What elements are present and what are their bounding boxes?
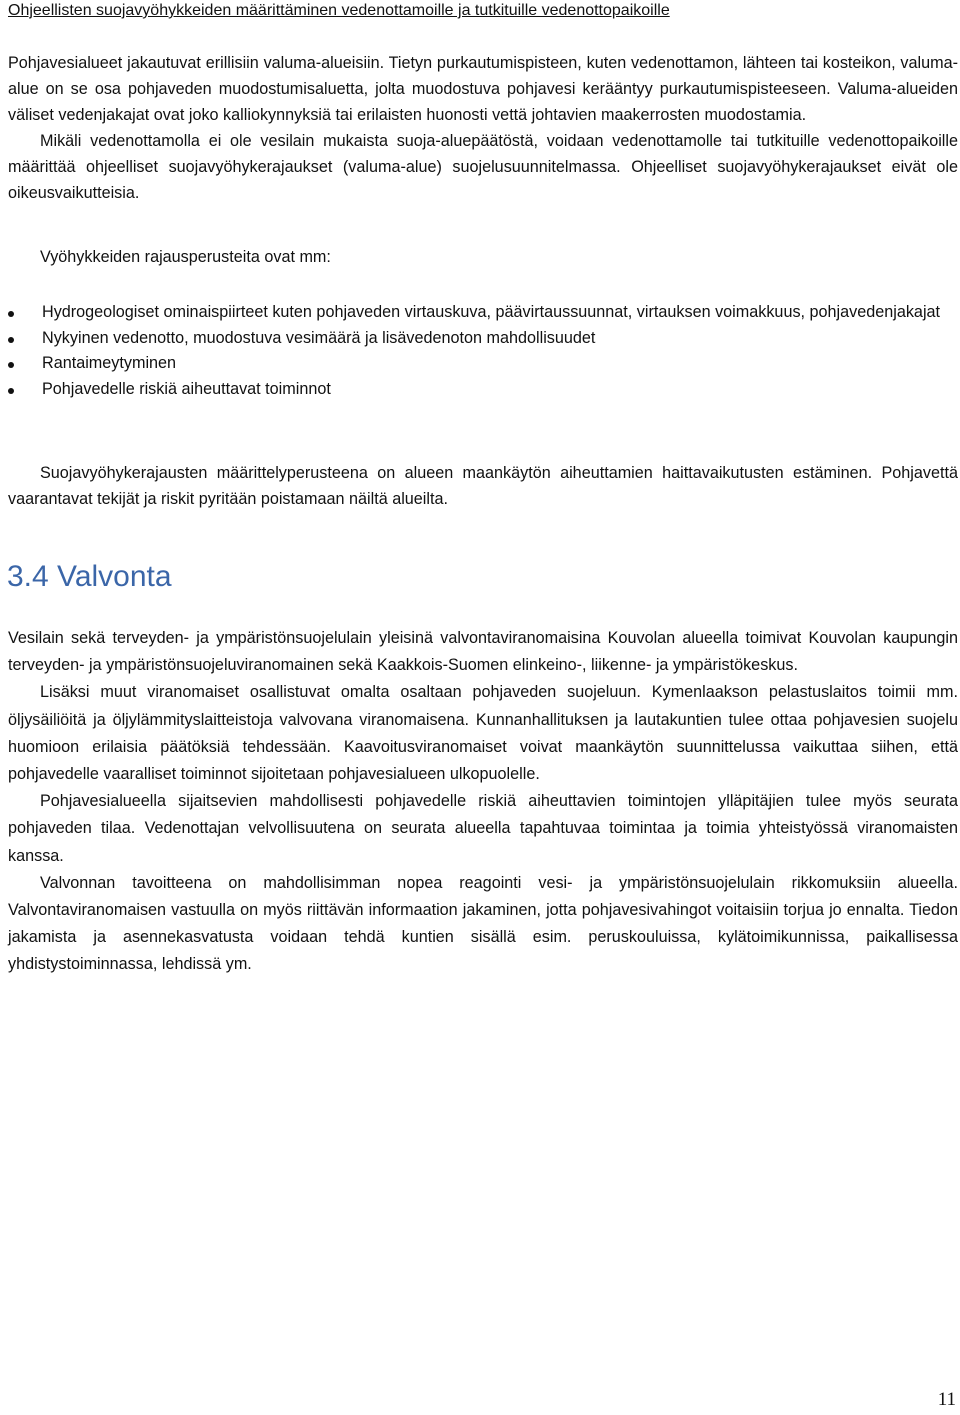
criteria-list xyxy=(8,300,958,402)
intro-paragraph-2: Mikäli vedenottamolla ei ole vesilain mukaista suoja-aluepäätöstä, voidaan vedenottamolle tai tutkituille vedenottopaikoille määrittää ohjeelliset suojavyöhykerajaukset (valuma-alue) suojelusuunnitelmassa. Ohjeelliset suojavyöhykerajaukset eivät ole oikeusvaikutteisia. xyxy=(8,132,958,202)
valvonta-paragraph-3: Pohjavesialueella sijaitsevien mahdollisesti pohjavedelle riskiä aiheuttavien toimintojen ylläpitäjien tulee myös seurata pohjaveden tilaa. Vedenottajan velvollisuutena on seurata alueella tapahtuvaa toimintaa ja toimia yhteistyössä viranomaisten kanssa. xyxy=(8,792,958,865)
bullet-icon xyxy=(8,362,14,368)
valvonta-paragraph-1: Vesilain sekä terveyden- ja ympäristönsuojelulain yleisinä valvontaviranomaisina Kouvolan alueella toimivat Kouvolan kaupungin terveyden- ja ympäristönsuojeluviranomainen sekä Kaakkois-Suomen elinkeino-, liikenne- ja ympäristökeskus. xyxy=(8,629,958,675)
section-title-link[interactable]: Ohjeellisten suojavyöhykkeiden määrittäminen vedenottamoille ja tutkituille vedenottopaikoille xyxy=(8,2,670,19)
bullet-icon xyxy=(8,311,14,317)
intro-paragraph-1: Pohjavesialueet jakautuvat erillisiin valuma-alueisiin. Tietyn purkautumispisteen, kuten vedenottamon, lähteen tai kosteikon, valuma-alue on se osa pohjaveden muodostumisaluetta, jolta muodostuva pohjavesi kerääntyy purkautumispisteeseen. Valuma-alueiden väliset vedenjakajat ovat joko kalliokynnyksiä tai erilaisten huonosti vettä johtavien maakerrosten muodostamia. xyxy=(8,54,958,124)
intro-text xyxy=(8,50,958,206)
bullet-icon xyxy=(8,337,14,343)
list-item-text: Hydrogeologiset ominaispiirteet kuten pohjaveden virtauskuva, päävirtaussuunnat, virtauksen voimakkuus, pohjavedenjakajat xyxy=(42,303,941,321)
list-item xyxy=(8,351,958,377)
valvonta-paragraph-2: Lisäksi muut viranomaiset osallistuvat omalta osaltaan pohjaveden suojeluun. Kymenlaakson pelastuslaitos toimii mm. öljysäiliöitä ja öljylämmityslaitteistoja valvovana viranomaisena. Kunnanhallituksen ja lautakuntien tulee ottaa pohjavesien suojelu huomioon erilaisia päätöksiä tehdessään. Kaavoitusviranomaiset voivat maankäytön suunnittelussa vaikuttaa siihen, että pohjavedelle vaaralliset toiminnot sijoitetaan pohjavesialueen ulkopuolelle. xyxy=(8,683,958,784)
list-item xyxy=(8,326,958,352)
bullet-icon xyxy=(8,388,14,394)
section-heading: 3.4 Valvonta xyxy=(7,560,172,593)
list-item xyxy=(8,377,958,403)
page-number: 11 xyxy=(937,1389,956,1410)
list-item xyxy=(8,300,958,326)
list-item-text: Rantaimeytyminen xyxy=(42,354,177,372)
criteria-lead: Vyöhykkeiden rajausperusteita ovat mm: xyxy=(40,248,331,266)
valvonta-text xyxy=(8,625,958,979)
conclusion-text xyxy=(8,460,958,512)
list-item-text: Pohjavedelle riskiä aiheuttavat toiminnot xyxy=(42,379,331,398)
valvonta-paragraph-4: Valvonnan tavoitteena on mahdollisimman nopea reagointi vesi- ja ympäristönsuojelulain rikkomuksiin alueella. Valvontaviranomaisen vastuulla on myös riittävän informaation jakaminen, jotta pohjavesivahingot voitaisiin torjua jo ennalta. Tiedon jakamista ja asennekasvatusta voidaan tehdä kuntien sisällä esim. peruskouluissa, kylätoimikunnissa, paikallisessa yhdistystoiminnassa, lehdissä ym. xyxy=(8,873,958,974)
list-item-text: Nykyinen vedenotto, muodostuva vesimäärä ja lisävedenoton mahdollisuudet xyxy=(42,328,596,347)
conclusion-paragraph: Suojavyöhykerajausten määrittelyperusteena on alueen maankäytön aiheuttamien haittavaikutusten estäminen. Pohjavettä vaarantavat tekijät ja riskit pyritään poistamaan näiltä alueilta. xyxy=(8,464,958,508)
